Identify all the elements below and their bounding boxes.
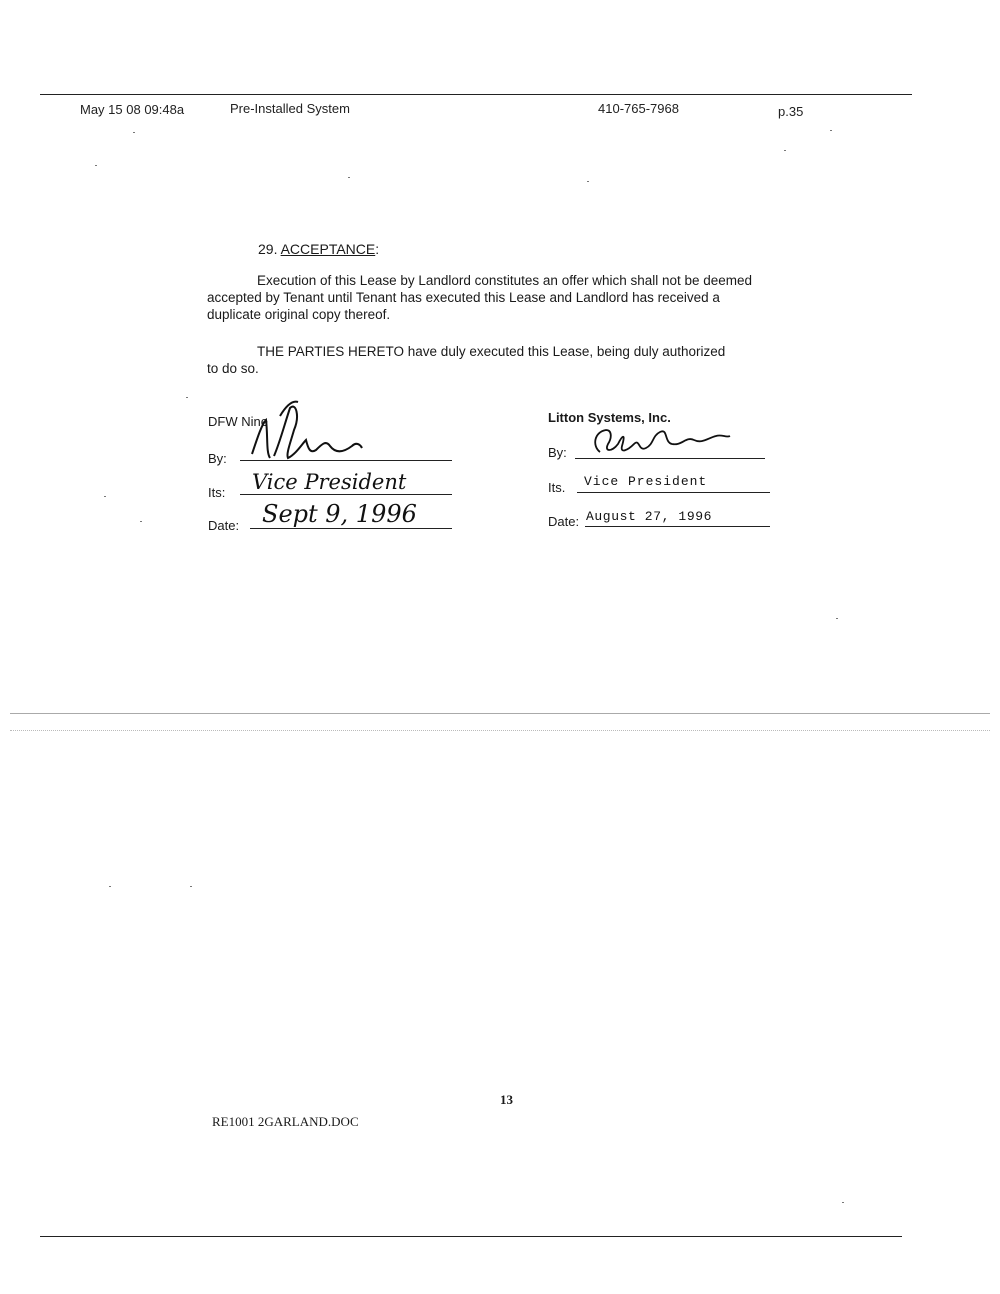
section-heading: [258, 241, 379, 257]
landlord-by-label: By:: [208, 451, 227, 466]
scan-speck: [109, 886, 111, 887]
scan-speck: [784, 150, 786, 151]
tenant-date-label: Date:: [548, 514, 580, 529]
tenant-signature: [582, 422, 742, 462]
fax-phone: 410-765-7968: [598, 101, 679, 116]
tenant-party-name: Litton Systems, Inc.: [548, 410, 671, 425]
tenant-its-value: Vice President: [584, 474, 708, 489]
page-number: 13: [500, 1092, 513, 1107]
landlord-its-line: [240, 494, 452, 495]
scan-speck: [190, 886, 192, 887]
scan-speck: [830, 130, 832, 131]
scan-speck: [140, 521, 142, 522]
scan-speck: [104, 496, 106, 497]
section-colon: :: [375, 241, 380, 257]
scan-seam-line: [10, 713, 990, 714]
scan-speck: [95, 165, 97, 166]
fax-footer-rule: [40, 1236, 902, 1237]
section-title: ACCEPTANCE: [280, 241, 376, 257]
scan-speck: [842, 1202, 844, 1203]
tenant-date-line: [585, 526, 770, 527]
section-number: 29.: [258, 241, 278, 257]
fax-page: p.35: [778, 104, 804, 119]
landlord-its-label: Its:: [208, 485, 226, 500]
document-reference: RE1001 2GARLAND.DOC: [212, 1114, 359, 1129]
execution-paragraph: THE PARTIES HERETO have duly executed this Lease, being duly authorized to do so.: [207, 344, 726, 376]
fax-header-top-rule: [40, 94, 912, 95]
scan-speck: [348, 177, 350, 178]
fax-sender: Pre-Installed System: [230, 101, 350, 116]
landlord-date-line: [250, 528, 452, 529]
landlord-its-value: Vice President: [252, 470, 407, 494]
tenant-its-label: Its.: [548, 480, 566, 495]
scan-speck: [186, 397, 188, 398]
fax-datetime: May 15 08 09:48a: [80, 102, 185, 117]
landlord-party-name: DFW Nine: [208, 414, 268, 429]
tenant-by-label: By:: [548, 445, 567, 460]
scan-speck: [133, 132, 135, 133]
tenant-its-line: [577, 492, 770, 493]
scan-speck: [836, 618, 838, 619]
landlord-date-value: Sept 9, 1996: [262, 500, 417, 528]
landlord-date-label: Date:: [208, 518, 240, 533]
tenant-date-value: August 27, 1996: [586, 509, 713, 524]
landlord-signature: [244, 396, 374, 471]
acceptance-paragraph: Execution of this Lease by Landlord constitutes an offer which shall not be deemed accepted by Tenant until Tenant has executed this Lease and Landlord has received a duplicate original copy thereof.: [207, 273, 753, 322]
scan-speck: [587, 181, 589, 182]
scan-seam-line-lower: [10, 730, 990, 731]
